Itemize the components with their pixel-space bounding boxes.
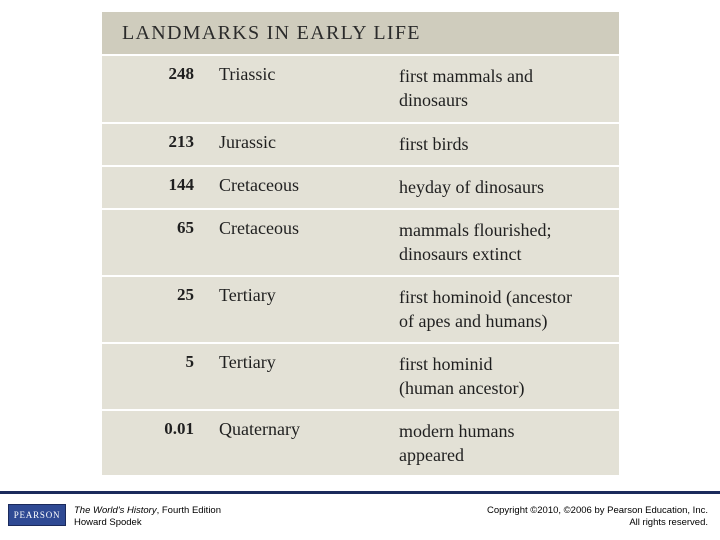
cell-period: Cretaceous — [219, 175, 299, 195]
cell-event — [399, 419, 609, 467]
table-row — [102, 409, 619, 475]
cell-period: Tertiary — [219, 285, 276, 305]
cell-event — [399, 218, 609, 266]
table-row — [102, 122, 619, 165]
cell-mya: 5 — [185, 352, 194, 371]
cell-event-line: of apes and humans) — [399, 311, 548, 331]
cell-period: Jurassic — [219, 132, 276, 152]
cell-period: Cretaceous — [219, 218, 299, 238]
landmarks-table — [102, 12, 619, 475]
copyright-notice — [487, 505, 708, 529]
cell-event-line: dinosaurs — [399, 90, 468, 110]
cell-period: Tertiary — [219, 352, 276, 372]
cell-mya: 0.01 — [164, 419, 194, 438]
table-row — [102, 275, 619, 342]
cell-period: Quaternary — [219, 419, 300, 439]
copyright-line: Copyright ©2010, ©2006 by Pearson Education, Inc. — [486, 505, 708, 516]
cell-event — [399, 64, 609, 112]
table-row — [102, 342, 619, 409]
cell-event-line: modern humans — [399, 421, 515, 441]
book-info — [74, 505, 221, 529]
book-title-line — [74, 505, 221, 517]
cell-event-line: appeared — [399, 445, 464, 465]
cell-event-line: (human ancestor) — [399, 378, 525, 398]
pearson-logo-text: PEARSON — [13, 510, 61, 520]
table-title: LANDMARKS IN EARLY LIFE — [102, 12, 619, 54]
cell-event-line: first mammals and — [399, 66, 533, 86]
cell-mya: 25 — [177, 285, 194, 304]
cell-mya: 248 — [168, 64, 194, 83]
cell-event — [399, 285, 609, 333]
pearson-logo — [8, 504, 66, 526]
cell-event — [399, 132, 609, 156]
cell-event-line: first hominid — [399, 354, 493, 374]
table-row — [102, 208, 619, 275]
cell-event-line: first birds — [399, 134, 469, 154]
table-row — [102, 165, 619, 208]
book-title: The World's History — [74, 505, 157, 516]
cell-event-line: dinosaurs extinct — [399, 244, 522, 264]
table-row — [102, 54, 619, 122]
cell-event — [399, 175, 609, 199]
cell-mya: 213 — [168, 132, 194, 151]
cell-mya: 65 — [177, 218, 194, 237]
book-author: Howard Spodek — [74, 517, 142, 528]
book-edition: , Fourth Edition — [156, 505, 221, 516]
rights-line: All rights reserved. — [629, 517, 708, 528]
footer-divider — [0, 491, 720, 494]
cell-period: Triassic — [219, 64, 276, 84]
cell-mya: 144 — [168, 175, 194, 194]
cell-event-line: heyday of dinosaurs — [399, 177, 544, 197]
cell-event-line: mammals flourished; — [399, 220, 552, 240]
cell-event-line: first hominoid (ancestor — [399, 287, 572, 307]
cell-event — [399, 352, 609, 400]
